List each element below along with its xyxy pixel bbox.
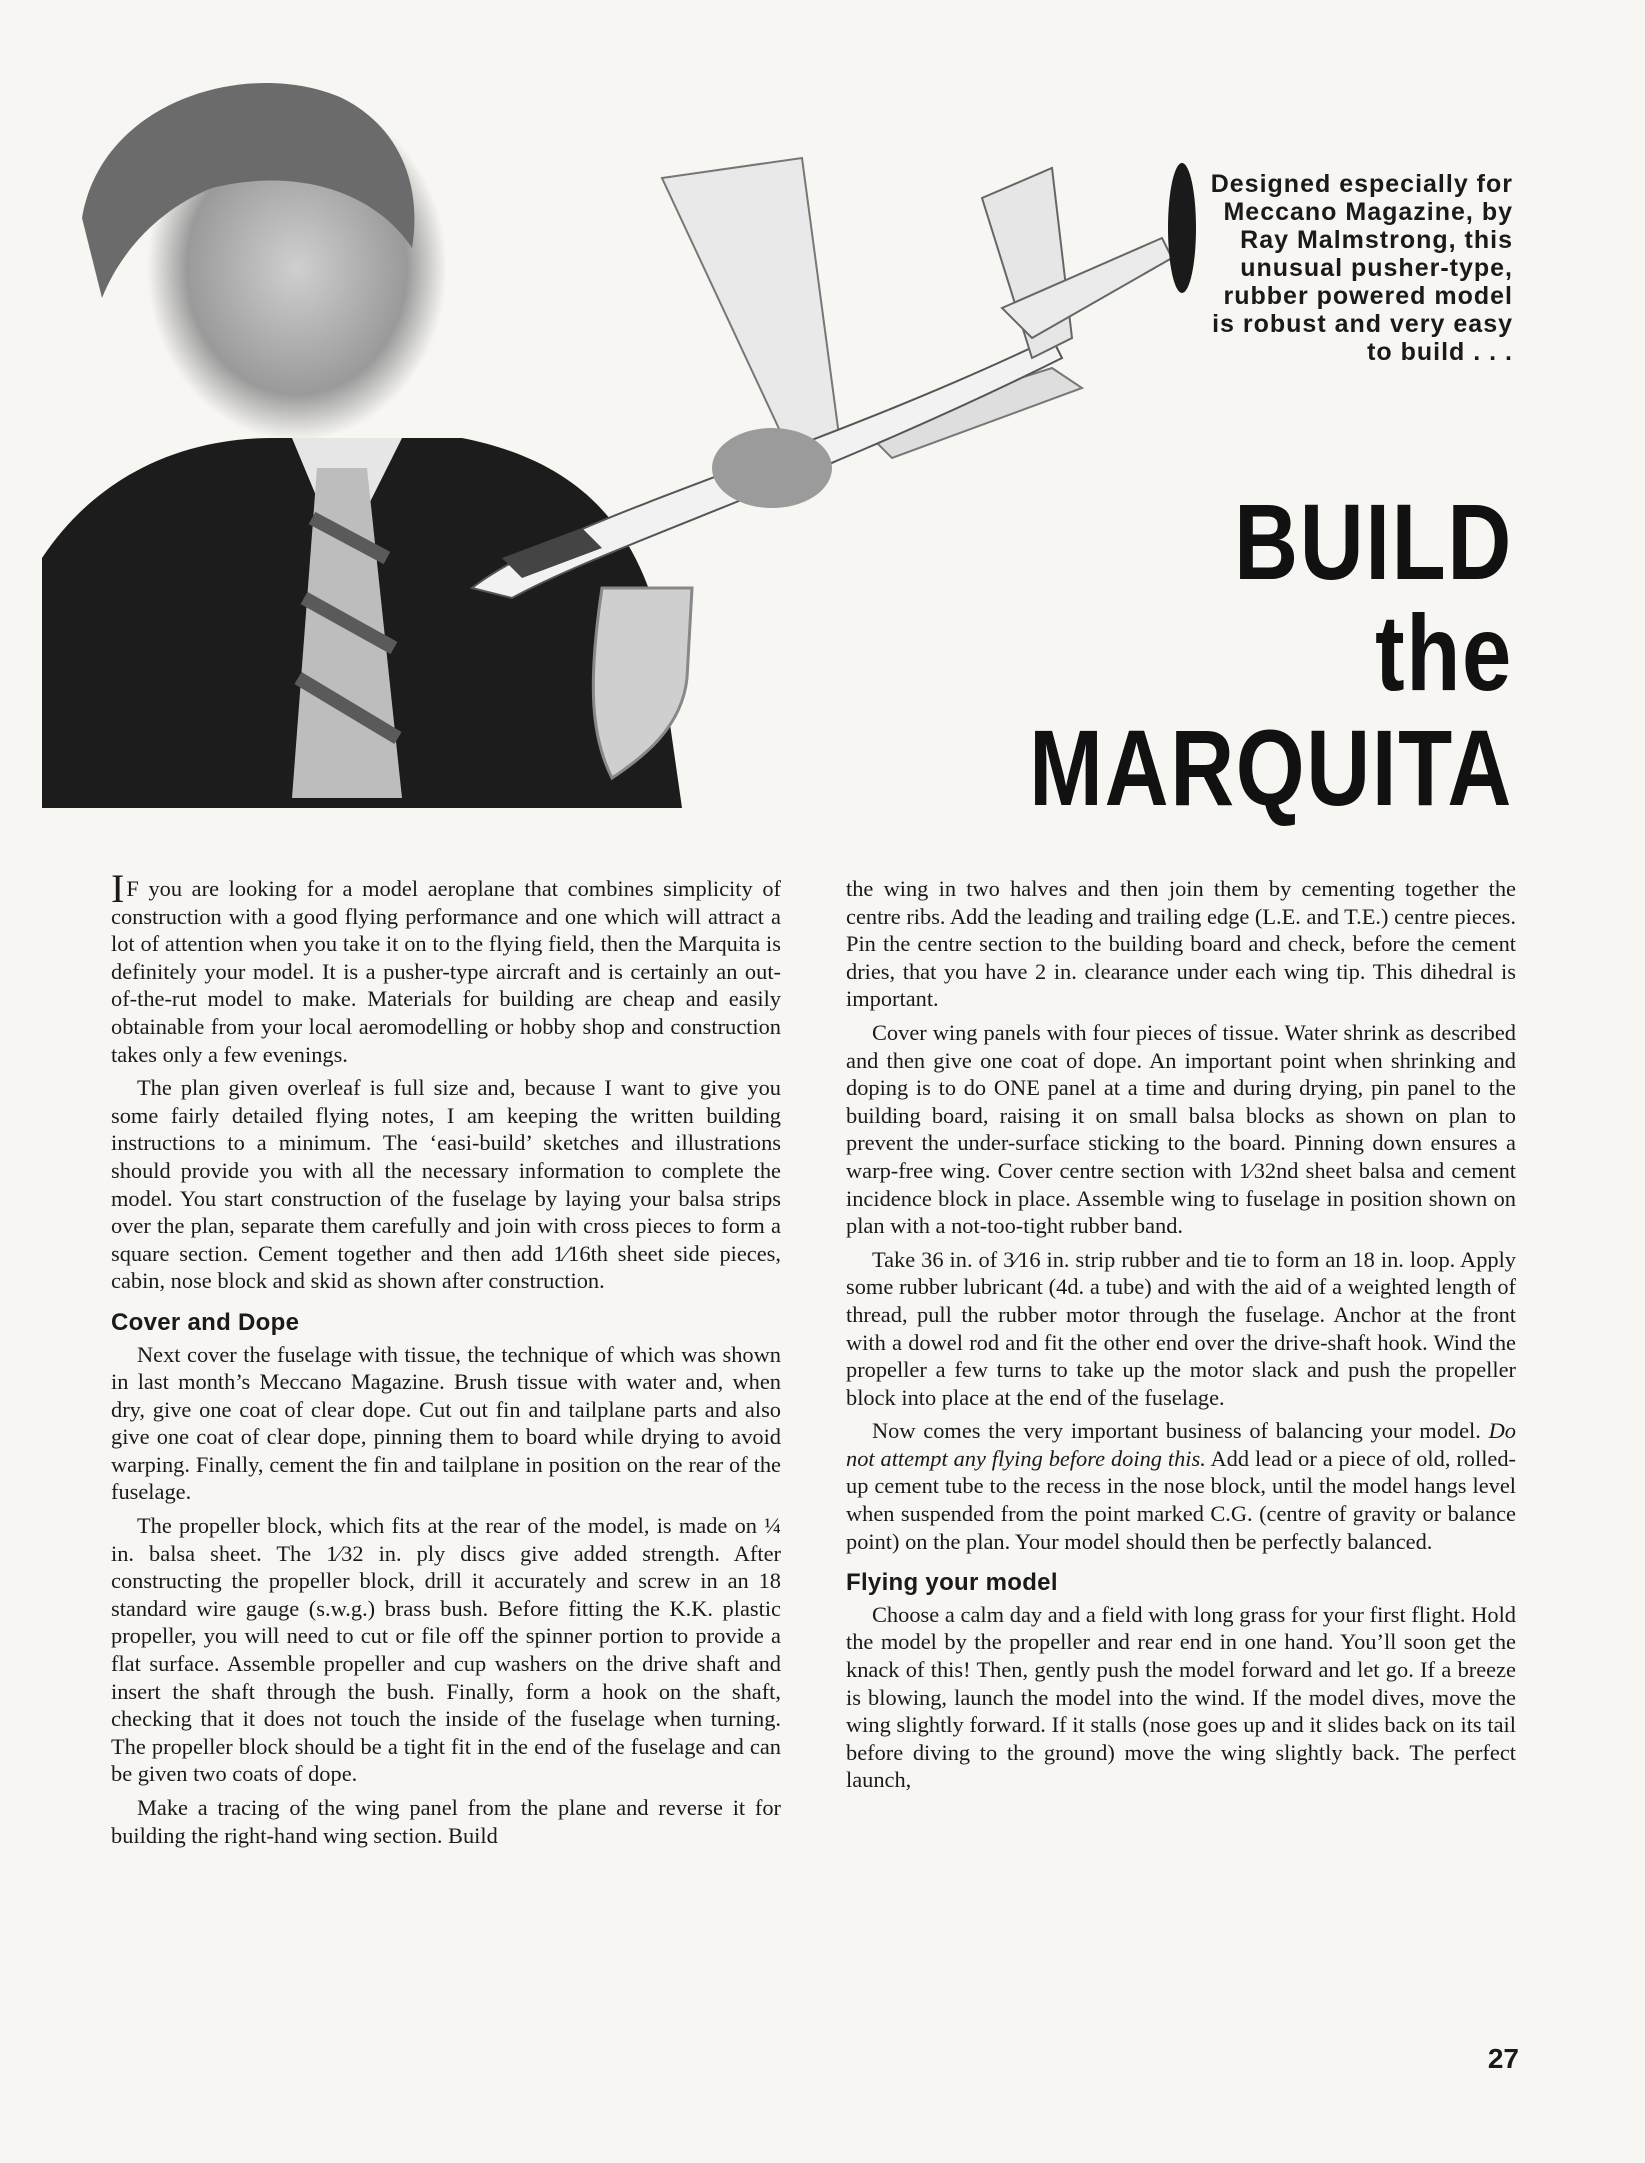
- cover-paragraph-3: Make a tracing of the wing panel from the plane and reverse it for building the right-hand wing section. Build: [111, 1795, 781, 1848]
- cover-paragraph-1: Next cover the fuselage with tissue, the technique of which was shown in last month’s Meccano Magazine. Brush tissue with water and, when dry, give one coat of clear dope. Cut out fin and tailplane parts and also give one coat of clear dope, pinning them to board while drying to avoid warping. Finally, cement the fin and tailplane in position on the rear of the fuselage.: [111, 1341, 781, 1505]
- right-paragraph-4: [846, 1417, 1516, 1555]
- right-paragraph-2: Cover wing panels with four pieces of tissue. Water shrink as described and then give one coat of dope. An important point when shrinking and doping is to do ONE panel at a time and during drying, pin panel to the building board, raising it on small balsa blocks as shown on plan to prevent the under-surface sticking to the board. Pinning down ensures a warp-free wing. Cover centre section with 1⁄32nd sheet balsa and cement incidence block in place. Assemble wing to fuselage in position shown on plan with a not-too-tight rubber band.: [846, 1019, 1516, 1239]
- title-line-2: the: [1375, 592, 1513, 713]
- intro-paragraph-1: [111, 866, 781, 1068]
- intro-paragraph-2: The plan given overleaf is full size and, because I want to give you some fairly detailed flying notes, I am keeping the written building instructions to a minimum. The ‘easi-build’ sketches and illustrations should provide you with all the necessary information to complete the model. You start construction of the fuselage by laying your balsa strips over the plan, separate them carefully and join with cross pieces to form a square section. Cement together and then add 1⁄16th sheet side pieces, cabin, nose block and skid as shown after construction.: [111, 1075, 781, 1294]
- left-column: [111, 866, 781, 1855]
- page-number: 27: [1487, 2043, 1519, 2074]
- right-paragraph-4-b: Add lead or a piece of old, rolled-up cement tube to the recess in the nose block, until the model hangs level when suspended from the point marked C.G. (centre of gravity or balance point) on the plan. Your model should then be perfectly balanced.: [846, 1445, 1517, 1554]
- cover-paragraph-2: The propeller block, which fits at the rear of the model, is made on ¼ in. balsa sheet. The 1⁄32 in. ply discs give added strength. After constructing the propeller block, drill it accurately and screw in an 18 standard wire gauge (s.w.g.) brass bush. Before fitting the K.K. plastic propeller, you will need to cut or file off the spinner portion to provide a flat surface. Assemble propeller and cup washers on the drive shaft and insert the shaft through the bush. Finally, form a hook on the shaft, checking that it does not touch the inside of the fuselage when turning. The propeller block should be a tight fit in the end of the fuselage and can be given two coats of dope.: [111, 1513, 781, 1787]
- cover-heading: Cover and Dope: [111, 1308, 300, 1336]
- title-line-3: MARQUITA: [1029, 707, 1513, 828]
- right-paragraph-4-italic: Do not attempt any flying before doing this.: [846, 1418, 1516, 1471]
- right-column: [846, 875, 1516, 1800]
- right-paragraph-3: Take 36 in. of 3⁄16 in. strip rubber and tie to form an 18 in. loop. Apply some rubber lubricant (4d. a tube) and with the aid of a weighted length of thread, pull the rubber motor through the fuselage. Anchor at the front with a dowel rod and fit the other end over the drive-shaft hook. Wind the propeller a few turns to take up the motor slack and push the propeller block into place at the end of the fuselage.: [846, 1246, 1516, 1410]
- drop-cap: I: [111, 866, 125, 911]
- flying-paragraph-1: Choose a calm day and a field with long grass for your first flight. Hold the model by the propeller and rear end in one hand. You’ll soon get the knack of this! Then, gently push the model forward and let go. If a breeze is blowing, launch the model into the wind. If the model dives, move the wing slightly forward. If it stalls (nose goes up and it slides back on its tail before diving to the ground) move the wing slightly back. The perfect launch,: [846, 1601, 1516, 1793]
- flying-heading: Flying your model: [846, 1569, 1058, 1597]
- right-paragraph-1: the wing in two halves and then join them by cementing together the centre ribs. Add the leading and trailing edge (L.E. and T.E.) centre pieces. Pin the centre section to the building board and check, before the cement dries, that you have 2 in. clearance under each wing tip. This dihedral is important.: [846, 876, 1516, 1012]
- title-line-1: BUILD: [1234, 481, 1513, 602]
- tagline: Designed especially for Meccano Magazine, by Ray Malmstrong, this unusual pusher-type, rubber powered model is robust and very easy to build . . .: [1210, 170, 1513, 366]
- intro-paragraph-1-text: F you are looking for a model aeroplane that combines simplicity of construction with a good flying performance and one which will attract a lot of attention when you take it on to the flying field, then the Marquita is definitely your model. It is a pusher-type aircraft and is certainly an out-of-the-rut model to make. Materials for building are cheap and easily obtainable from your local aeromodelling or hobby shop and construction takes only a few evenings.: [111, 876, 781, 1067]
- article-title: [923, 481, 1513, 828]
- right-paragraph-4-a: Now comes the very important business of balancing your model.: [872, 1418, 1489, 1444]
